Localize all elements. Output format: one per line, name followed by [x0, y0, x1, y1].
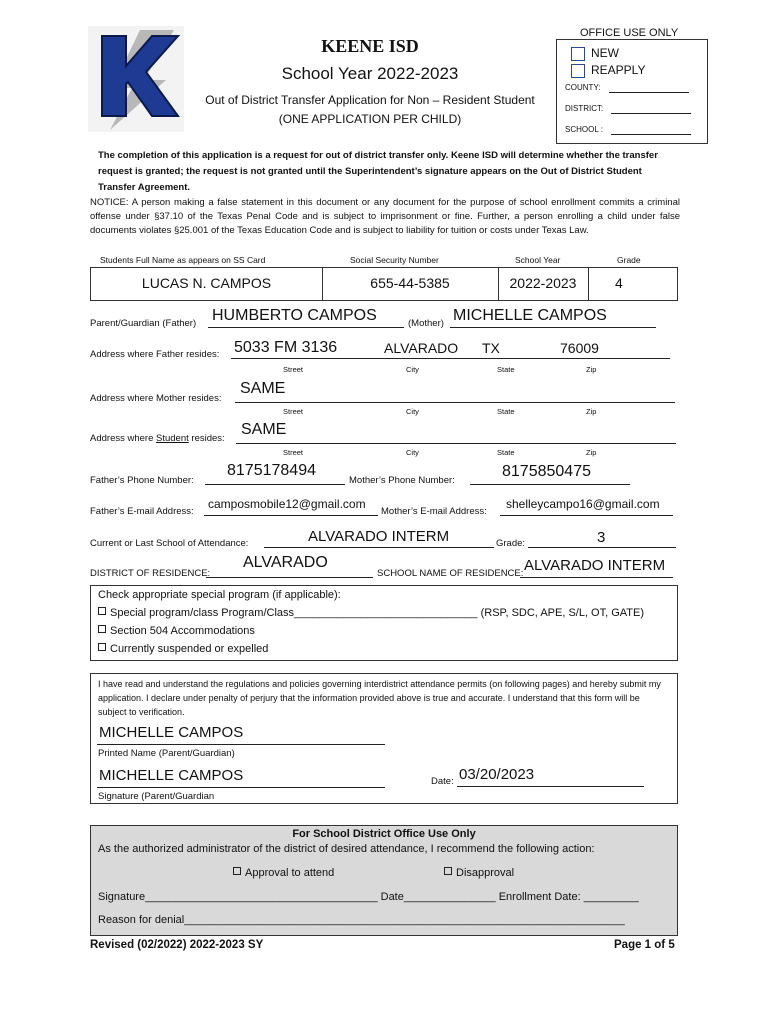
student-name-value[interactable]: LUCAS N. CAMPOS — [141, 275, 272, 291]
office-use-section — [90, 825, 678, 936]
one-per-child: (ONE APPLICATION PER CHILD) — [278, 112, 462, 126]
disapproval-option[interactable]: Disapproval — [444, 867, 514, 879]
mother-phone[interactable]: 8175850475 — [502, 463, 591, 480]
notice-text: NOTICE: A person making a false statement in this document or any document for the purpose of school enrollment commits a criminal offense under §37.10 of the Texas Penal Code and is subject to imprisonment or fine. Further, a person enrolling a child under false documents violates §25.001 of the Texas Education Code and is subject to liability for tuition or costs under Texas Law. — [90, 197, 680, 236]
student-address-line — [236, 443, 676, 444]
district-label: DISTRICT: — [565, 104, 604, 113]
father-email-label: Father’s E-mail Address: — [90, 506, 194, 517]
signature-line — [97, 787, 385, 788]
street-sublabel: Street — [283, 448, 304, 457]
city-sublabel: City — [406, 365, 419, 374]
district-field[interactable] — [611, 113, 691, 114]
page-number: Page 1 of 5 — [614, 939, 675, 951]
current-school-label: Current or Last School of Attendance: — [90, 538, 249, 549]
mother-email-line — [500, 515, 673, 516]
printed-name-line — [97, 744, 385, 745]
father-email[interactable]: camposmobile12@gmail.com — [208, 497, 366, 511]
current-school[interactable]: ALVARADO INTERM — [308, 528, 450, 545]
mother-line — [450, 327, 656, 328]
revised-footer: Revised (02/2022) 2022-2023 SY — [90, 939, 264, 951]
signature-label: Signature (Parent/Guardian — [98, 791, 215, 802]
state-sublabel: State — [497, 407, 515, 416]
state-sublabel: State — [497, 365, 515, 374]
county-field[interactable] — [609, 92, 689, 93]
father-address-line — [231, 358, 670, 359]
office-use-title: OFFICE USE ONLY — [580, 27, 679, 39]
father-phone-line — [205, 484, 345, 485]
ssn-value[interactable]: 655-44-5385 — [370, 275, 450, 291]
mother-address-value[interactable]: SAME — [240, 380, 286, 397]
current-school-line — [264, 547, 494, 548]
student-address-label: Address where Student resides: — [90, 433, 225, 444]
school-name-residence[interactable]: ALVARADO INTERM — [524, 557, 666, 574]
father-email-line — [204, 515, 378, 516]
father-street[interactable]: 5033 FM 3136 — [234, 339, 338, 356]
zip-sublabel: Zip — [586, 365, 597, 374]
grade-header: Grade — [617, 255, 641, 265]
grade-line — [528, 547, 676, 548]
father-state[interactable]: TX — [482, 340, 500, 356]
suspended-option[interactable]: Currently suspended or expelled — [98, 643, 268, 655]
declaration-box — [90, 673, 678, 804]
father-phone[interactable]: 8175178494 — [227, 462, 316, 479]
signature-date[interactable]: 03/20/2023 — [459, 766, 535, 783]
declaration-text: I have read and understand the regulations and policies governing interdistrict attendance permits (on following pages) and hereby submit my application. I declare under penalty of perjury that the information provided above is true and accurate. I understand that this form will be subject to verification. — [98, 679, 661, 717]
mother-phone-label: Mother’s Phone Number: — [349, 475, 455, 486]
school-name-residence-line — [520, 577, 673, 578]
new-checkbox[interactable]: NEW — [571, 46, 619, 61]
state-sublabel: State — [497, 448, 515, 457]
city-sublabel: City — [406, 407, 419, 416]
district-residence-label: DISTRICT OF RESIDENCE: — [90, 568, 211, 579]
father-label: Parent/Guardian (Father) — [90, 318, 197, 329]
mother-email[interactable]: shelleycampo16@gmail.com — [506, 497, 660, 511]
district-residence-line — [206, 577, 373, 578]
form-subtitle: Out of District Transfer Application for Non – Resident Student — [205, 93, 535, 107]
office-statement: As the authorized administrator of the district of desired attendance, I recommend the following action: — [98, 843, 595, 855]
school-field[interactable] — [611, 134, 691, 135]
mother-address-label: Address where Mother resides: — [90, 393, 222, 404]
district-residence[interactable]: ALVARADO — [243, 554, 328, 571]
grade-label: Grade: — [496, 538, 526, 549]
grade[interactable]: 3 — [597, 529, 606, 546]
section504-option[interactable]: Section 504 Accommodations — [98, 625, 255, 637]
printed-name-label: Printed Name (Parent/Guardian) — [98, 748, 235, 759]
father-address-label: Address where Father resides: — [90, 349, 220, 360]
student-address-value[interactable]: SAME — [241, 421, 287, 438]
parent-signature[interactable]: MICHELLE CAMPOS — [99, 767, 244, 784]
special-program-option[interactable]: Special program/class Program/Class______________________________ (RSP, SDC, APE, S/L, OT, GATE) — [98, 607, 644, 619]
printed-name[interactable]: MICHELLE CAMPOS — [99, 724, 244, 741]
ssn-header: Social Security Number — [350, 255, 439, 265]
mother-label: (Mother) — [408, 318, 444, 329]
mother-phone-line — [470, 484, 630, 485]
reapply-checkbox[interactable]: REAPPLY — [571, 63, 645, 78]
father-city[interactable]: ALVARADO — [384, 340, 459, 356]
county-label: COUNTY: — [565, 83, 601, 92]
zip-sublabel: Zip — [586, 407, 597, 416]
student-table — [90, 267, 678, 301]
intro-text: The completion of this application is a request for out of district transfer only. Keene ISD will determine whether the transfer request is granted; the request is not granted until the Superintendent’s signature appears on the Out of District Student Transfer Agreement. — [98, 150, 658, 193]
approval-option[interactable]: Approval to attend — [233, 867, 334, 879]
father-phone-label: Father’s Phone Number: — [90, 475, 194, 486]
mother-email-label: Mother’s E-mail Address: — [381, 506, 487, 517]
special-title: Check appropriate special program (if applicable): — [98, 589, 341, 601]
office-section-title: For School District Office Use Only — [292, 828, 476, 840]
street-sublabel: Street — [283, 365, 304, 374]
father-name[interactable]: HUMBERTO CAMPOS — [212, 307, 377, 324]
office-use-box — [556, 39, 708, 144]
reason-row: Reason for denial________________________________________________________________________ — [98, 914, 625, 926]
zip-sublabel: Zip — [586, 448, 597, 457]
student-name-header: Students Full Name as appears on SS Card — [100, 255, 266, 265]
city-sublabel: City — [406, 448, 419, 457]
school-label: SCHOOL : — [565, 125, 603, 134]
school-year-value[interactable]: 2022-2023 — [509, 275, 577, 291]
school-name-residence-label: SCHOOL NAME OF RESIDENCE: — [377, 568, 524, 579]
school-year-header: School Year — [515, 255, 561, 265]
mother-address-line — [235, 402, 675, 403]
date-label: Date: — [431, 776, 454, 787]
special-program-box — [90, 585, 678, 661]
street-sublabel: Street — [283, 407, 304, 416]
father-zip[interactable]: 76009 — [560, 340, 599, 356]
date-line — [457, 786, 644, 787]
mother-name[interactable]: MICHELLE CAMPOS — [453, 307, 607, 324]
school-year-title: School Year 2022-2023 — [281, 64, 459, 83]
father-line — [208, 327, 404, 328]
district-title: KEENE ISD — [321, 36, 419, 56]
office-signature-row: Signature______________________________________ Date_______________ Enrollment Date: _________ — [98, 891, 639, 903]
grade-value[interactable]: 4 — [615, 275, 623, 291]
